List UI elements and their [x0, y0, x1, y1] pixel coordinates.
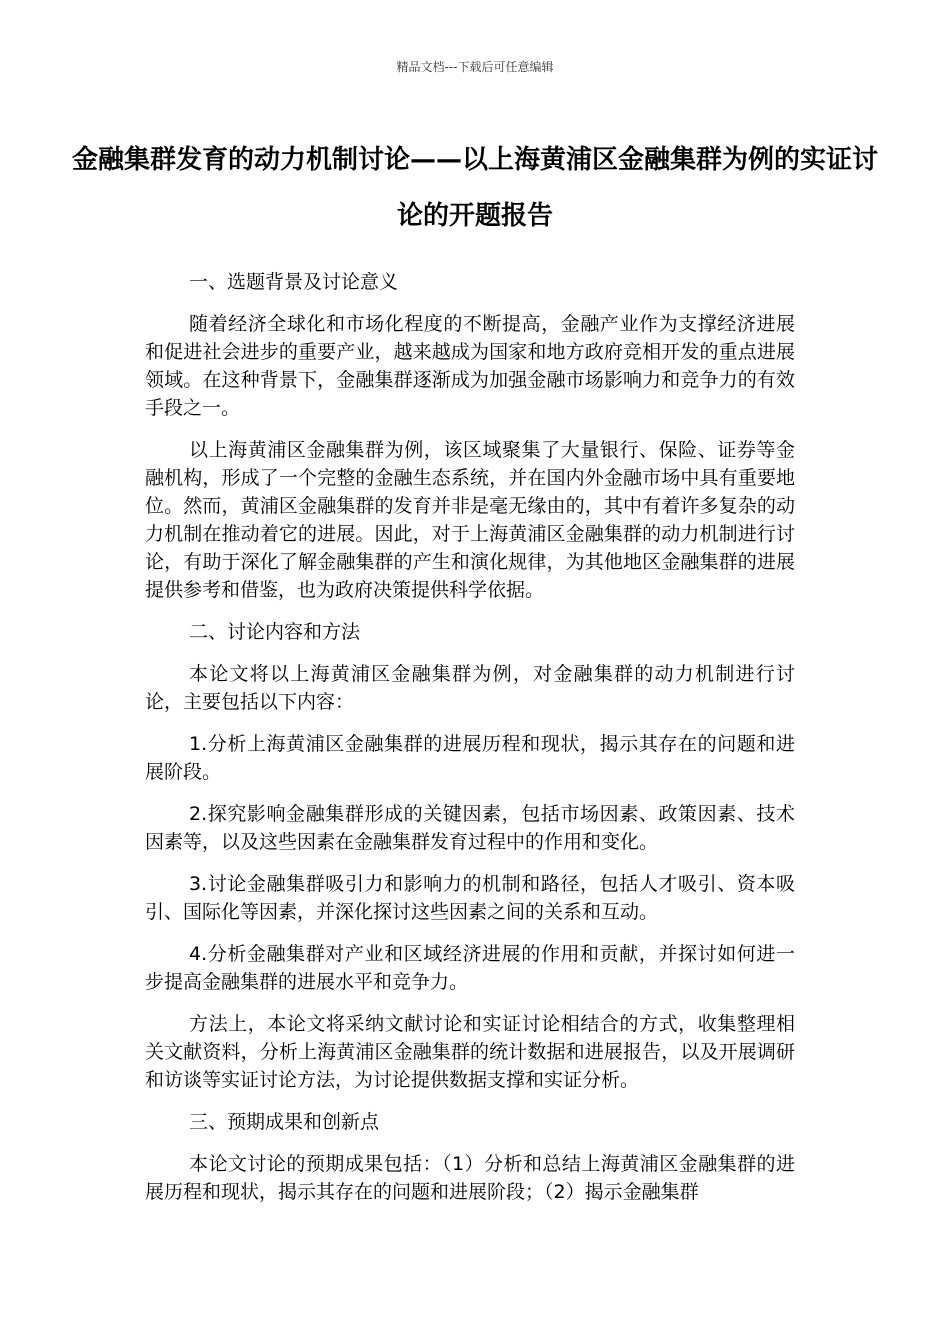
paragraph: 随着经济全球化和市场化程度的不断提高，金融产业作为支撑经济进展和促进社会进步的重要产业，越来越成为国家和地方政府竞相开发的重点进展领域。在这种背景下，金融集群逐渐成为加强金融市场影响力和竞争力的有效手段之一。 [145, 313, 795, 419]
list-item: 3.讨论金融集群吸引力和影响力的机制和路径，包括人才吸引、资本吸引、国际化等因素，并深化探讨这些因素之间的关系和互动。 [145, 873, 795, 923]
document-body [145, 268, 795, 1220]
paragraph: 方法上，本论文将采纳文献讨论和实证讨论相结合的方式，收集整理相关文献资料，分析上海黄浦区金融集群的统计数据和进展报告，以及开展调研和访谈等实证讨论方法，为讨论提供数据支撑和实证分析。 [145, 1013, 795, 1091]
section-heading: 二、讨论内容和方法 [189, 621, 361, 643]
paragraph: 以上海黄浦区金融集群为例，该区域聚集了大量银行、保险、证券等金融机构，形成了一个完整的金融生态系统，并在国内外金融市场中具有重要地位。然而，黄浦区金融集群的发育并非是毫无缘由的，其中有着许多复杂的动力机制在推动着它的进展。因此，对于上海黄浦区金融集群的动力机制进行讨论，有助于深化了解金融集群的产生和演化规律，为其他地区金融集群的进展提供参考和借鉴，也为政府决策提供科学依据。 [145, 439, 795, 601]
paragraph: 本论文将以上海黄浦区金融集群为例，对金融集群的动力机制进行讨论，主要包括以下内容： [145, 663, 795, 713]
list-item: 4.分析金融集群对产业和区域经济进展的作用和贡献，并探讨如何进一步提高金融集群的进展水平和竞争力。 [145, 943, 795, 993]
section-heading: 三、预期成果和创新点 [189, 1111, 380, 1133]
document-title: 金融集群发育的动力机制讨论——以上海黄浦区金融集群为例的实证讨论的开题报告 [71, 145, 878, 231]
header-note: 精品文档---下载后可任意编辑 [396, 60, 554, 74]
section-heading: 一、选题背景及讨论意义 [189, 271, 399, 293]
paragraph: 本论文讨论的预期成果包括：（1）分析和总结上海黄浦区金融集群的进展历程和现状，揭示其存在的问题和进展阶段；（2）揭示金融集群 [145, 1153, 795, 1203]
list-item: 1.分析上海黄浦区金融集群的进展历程和现状，揭示其存在的问题和进展阶段。 [145, 733, 795, 783]
list-item: 2.探究影响金融集群形成的关键因素，包括市场因素、政策因素、技术因素等，以及这些因素在金融集群发育过程中的作用和变化。 [145, 803, 795, 853]
